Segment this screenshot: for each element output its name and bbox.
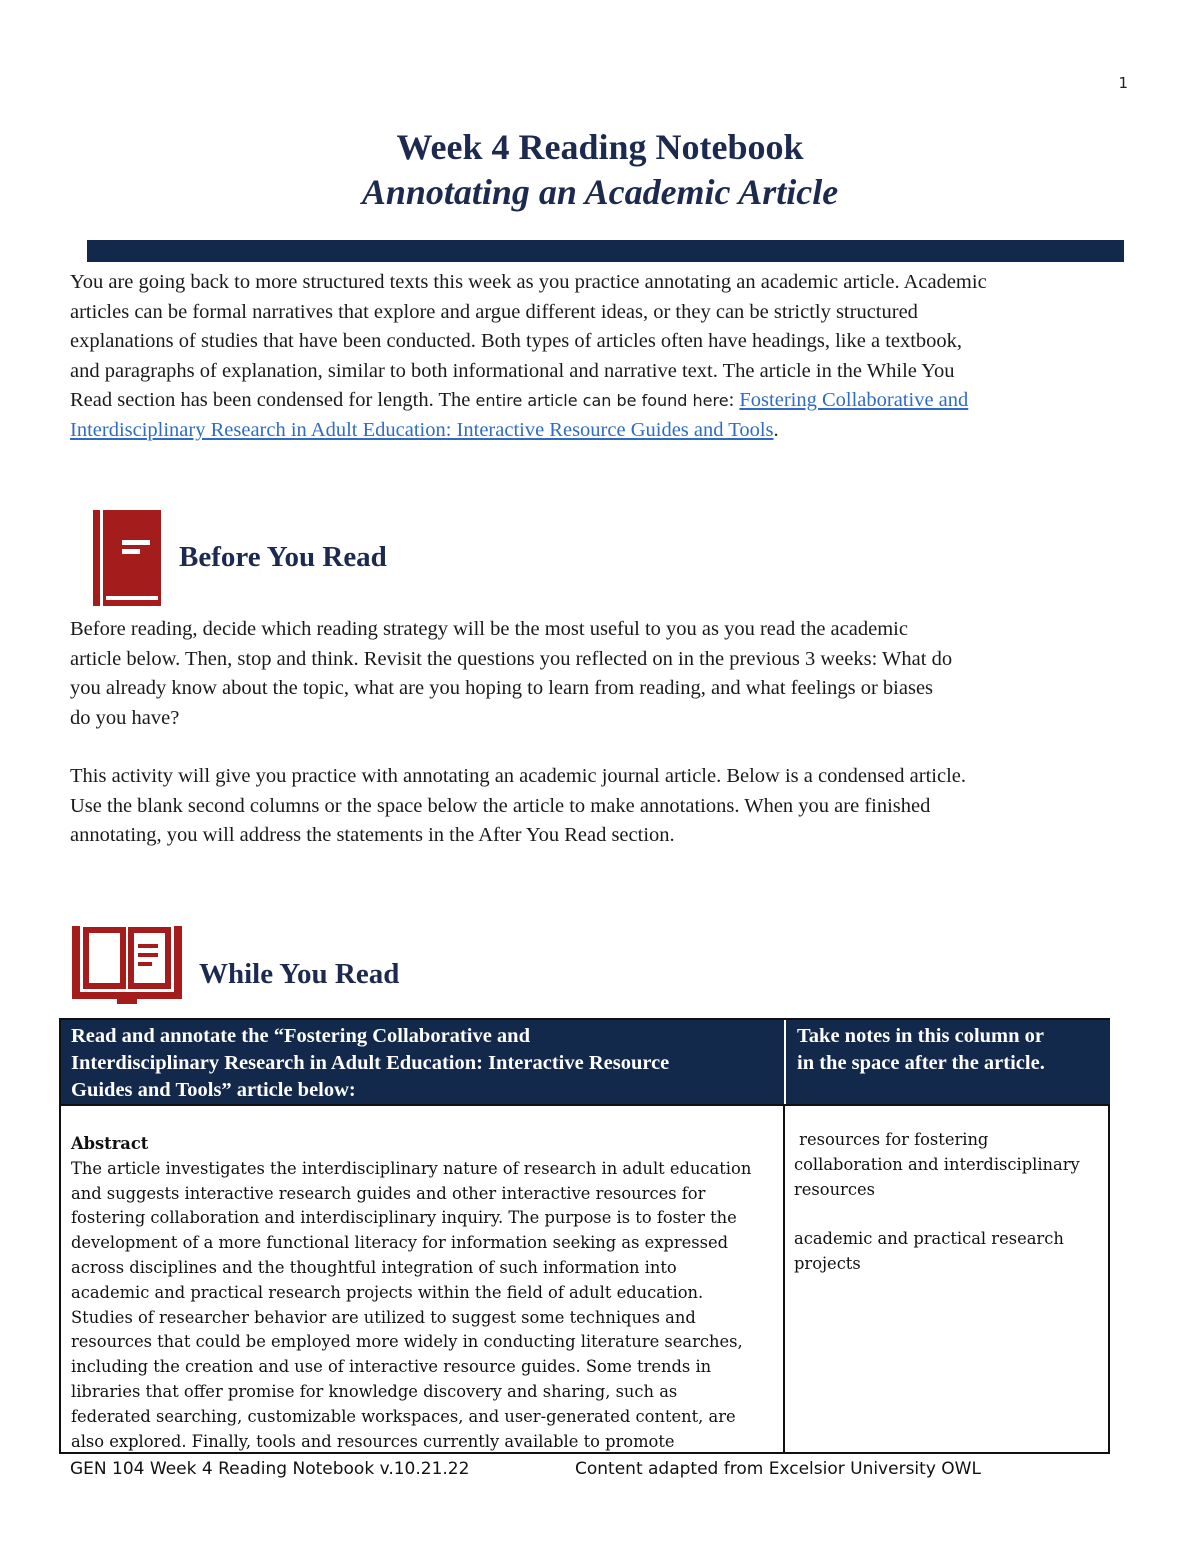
page-title: Week 4 Reading Notebook — [396, 127, 804, 167]
note-line: academic and practical research — [794, 1229, 1064, 1249]
intro-line: explanations of studies that have been conducted. Both types of articles often have headings, like a textbook, — [70, 330, 963, 352]
note-line: resources for fostering — [794, 1130, 989, 1149]
before-line: This activity will give you practice with annotating an academic journal article. Below is a condensed article. — [70, 765, 966, 787]
intro-period: . — [773, 418, 779, 441]
before-you-read-title: Before You Read — [179, 541, 387, 573]
abstract-line: federated searching, customizable workspaces, and user-generated content, are — [71, 1406, 736, 1426]
book-open-icon — [72, 926, 182, 1008]
before-paragraph-1 — [70, 615, 1130, 733]
footer-course-version: GEN 104 Week 4 Reading Notebook v.10.21.22 — [70, 1459, 470, 1479]
intro-line: and paragraphs of explanation, similar to both informational and narrative text. The article in the While You — [70, 359, 955, 382]
book-closed-icon — [93, 510, 161, 610]
abstract-line: development of a more functional literacy for information seeking as expressed — [71, 1233, 729, 1253]
header-line: in the space after the article. — [797, 1052, 1045, 1074]
table-header-article — [61, 1020, 784, 1104]
intro-line — [70, 416, 1130, 446]
before-paragraph-2 — [70, 762, 1130, 851]
article-link-part2[interactable]: Interdisciplinary Research in Adult Education: Interactive Resource Guides and Tools — [70, 418, 774, 441]
intro-text: Read section has been condensed for length. The — [70, 389, 476, 411]
article-cell — [71, 1132, 779, 1454]
header-line: Guides and Tools” article below: — [71, 1079, 356, 1101]
abstract-line: across disciplines and the thoughtful integration of such information into — [71, 1257, 677, 1277]
before-line: do you have? — [70, 706, 180, 729]
abstract-line: including the creation and use of interactive resource guides. Some trends in — [71, 1357, 712, 1377]
page-subtitle: Annotating an Academic Article — [361, 172, 839, 212]
note-spacer — [794, 1202, 1099, 1227]
while-you-read-title: While You Read — [199, 958, 400, 990]
intro-paragraph — [70, 268, 1130, 445]
footer-attribution: Content adapted from Excelsior University OWL — [575, 1459, 981, 1479]
intro-colon: : — [728, 389, 740, 411]
note-line: projects — [794, 1253, 861, 1273]
header-line: Take notes in this column or — [797, 1025, 1044, 1047]
abstract-line: academic and practical research projects within the field of adult education. — [71, 1282, 704, 1302]
intro-line: You are going back to more structured texts this week as you practice annotating an academic article. Academic — [70, 271, 987, 293]
abstract-line: resources that could be employed more widely in conducting literature searches, — [71, 1332, 743, 1352]
note-line: collaboration and interdisciplinary — [794, 1154, 1080, 1174]
abstract-line: libraries that offer promise for knowledge discovery and sharing, such as — [71, 1381, 678, 1401]
header-line: Read and annotate the “Fostering Collaborative and — [71, 1025, 530, 1047]
before-line: Use the blank second columns or the space below the article to make annotations. When you are finished — [70, 794, 931, 817]
table-header-notes — [784, 1020, 1110, 1104]
before-line: Before reading, decide which reading strategy will be the most useful to you as you read the academic — [70, 618, 908, 640]
before-line: annotating, you will address the statements in the After You Read section. — [70, 824, 675, 846]
notes-cell[interactable] — [794, 1128, 1099, 1277]
title-divider-bar — [87, 240, 1124, 262]
page-number: 1 — [1118, 74, 1128, 92]
before-line: you already know about the topic, what are you hoping to learn from reading, and what feelings or biases — [70, 677, 934, 699]
abstract-line: fostering collaboration and interdisciplinary inquiry. The purpose is to foster the — [71, 1208, 737, 1228]
header-line: Interdisciplinary Research in Adult Education: Interactive Resource — [71, 1052, 670, 1074]
abstract-line: also explored. Finally, tools and resources currently available to promote — [71, 1431, 675, 1451]
abstract-line: The article investigates the interdisciplinary nature of research in adult education — [71, 1158, 752, 1178]
article-link-part1[interactable]: Fostering Collaborative and — [739, 389, 969, 411]
note-line: resources — [794, 1179, 875, 1199]
intro-line — [70, 386, 1130, 416]
intro-line: articles can be formal narratives that explore and argue different ideas, or they can be strictly structured — [70, 300, 918, 323]
table-column-divider — [783, 1104, 785, 1454]
intro-sans-text: entire article can be found here — [475, 391, 729, 410]
abstract-line: Studies of researcher behavior are utilized to suggest some techniques and — [71, 1307, 696, 1327]
before-line: article below. Then, stop and think. Revisit the questions you reflected on in the previous 3 weeks: What do — [70, 647, 953, 670]
abstract-heading: Abstract — [71, 1134, 149, 1153]
table-header-rule — [61, 1104, 1110, 1106]
abstract-line: and suggests interactive research guides and other interactive resources for — [71, 1183, 706, 1203]
annotation-table — [59, 1018, 1110, 1454]
